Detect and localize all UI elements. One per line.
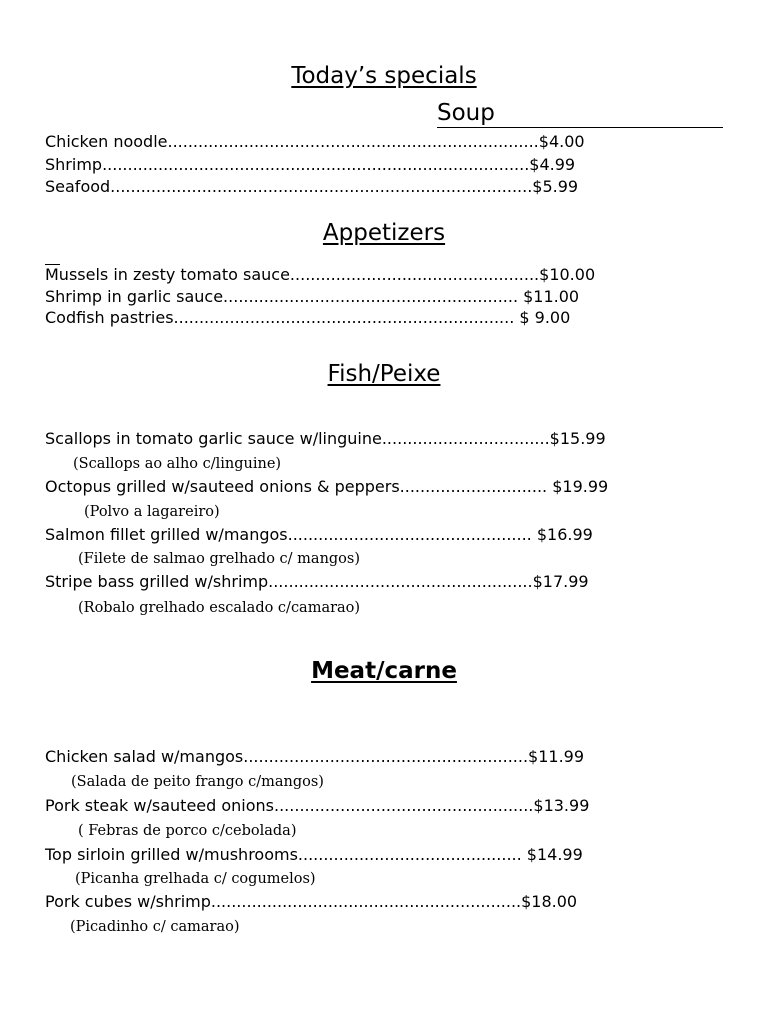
meat-item-chicken-salad: Chicken salad w/mangos........................................................$11.99 (45, 747, 585, 766)
fish-item-bass-translation: (Robalo grelhado escalado c/camarao) (78, 600, 361, 616)
meat-item-pork-cubes: Pork cubes w/shrimp.............................................................$18.00 (45, 892, 578, 911)
meat-item-pork-steak-translation: ( Febras de porco c/cebolada) (78, 823, 297, 839)
fish-item-salmon-translation: (Filete de salmao grelhado c/ mangos) (78, 551, 361, 567)
fish-item-scallops-translation: (Scallops ao alho c/linguine) (73, 456, 282, 472)
fish-item-salmon: Salmon fillet grilled w/mangos................................................ $16.99 (45, 525, 593, 544)
meat-item-pork-cubes-translation: (Picadinho c/ camarao) (70, 919, 240, 935)
soup-item-seafood: Seafood...................................................................................$5.99 (45, 177, 579, 196)
appetizers-heading: Appetizers (322, 220, 446, 246)
meat-item-pork-steak: Pork steak w/sauteed onions...................................................$13.99 (45, 796, 590, 815)
fish-heading: Fish/Peixe (327, 361, 441, 387)
meat-item-top-sirloin-translation: (Picanha grelhada c/ cogumelos) (75, 871, 316, 887)
soup-item-chicken-noodle: Chicken noodle.........................................................................$4.00 (45, 132, 585, 151)
fish-item-octopus: Octopus grilled w/sauteed onions & peppers............................. $19.99 (45, 477, 609, 496)
appetizer-item-mussels: Mussels in zesty tomato sauce.................................................$10.00 (45, 265, 596, 284)
meat-item-chicken-salad-translation: (Salada de peito frango c/mangos) (71, 774, 324, 790)
meat-heading: Meat/carne (311, 658, 457, 684)
page-title: Today’s specials (291, 63, 477, 89)
soup-heading: Soup (437, 100, 723, 128)
appetizer-item-codfish: Codfish pastries................................................................... $ 9.00 (45, 308, 571, 327)
appetizer-item-shrimp: Shrimp in garlic sauce.......................................................... $11.00 (45, 287, 580, 306)
meat-item-top-sirloin: Top sirloin grilled w/mushrooms............................................ $14.99 (45, 845, 583, 864)
fish-item-bass: Stripe bass grilled w/shrimp....................................................$17.99 (45, 572, 589, 591)
soup-item-shrimp: Shrimp....................................................................................$4.99 (45, 155, 576, 174)
fish-item-scallops: Scallops in tomato garlic sauce w/linguine.................................$15.99 (45, 429, 606, 448)
fish-item-octopus-translation: (Polvo a lagareiro) (84, 504, 220, 520)
